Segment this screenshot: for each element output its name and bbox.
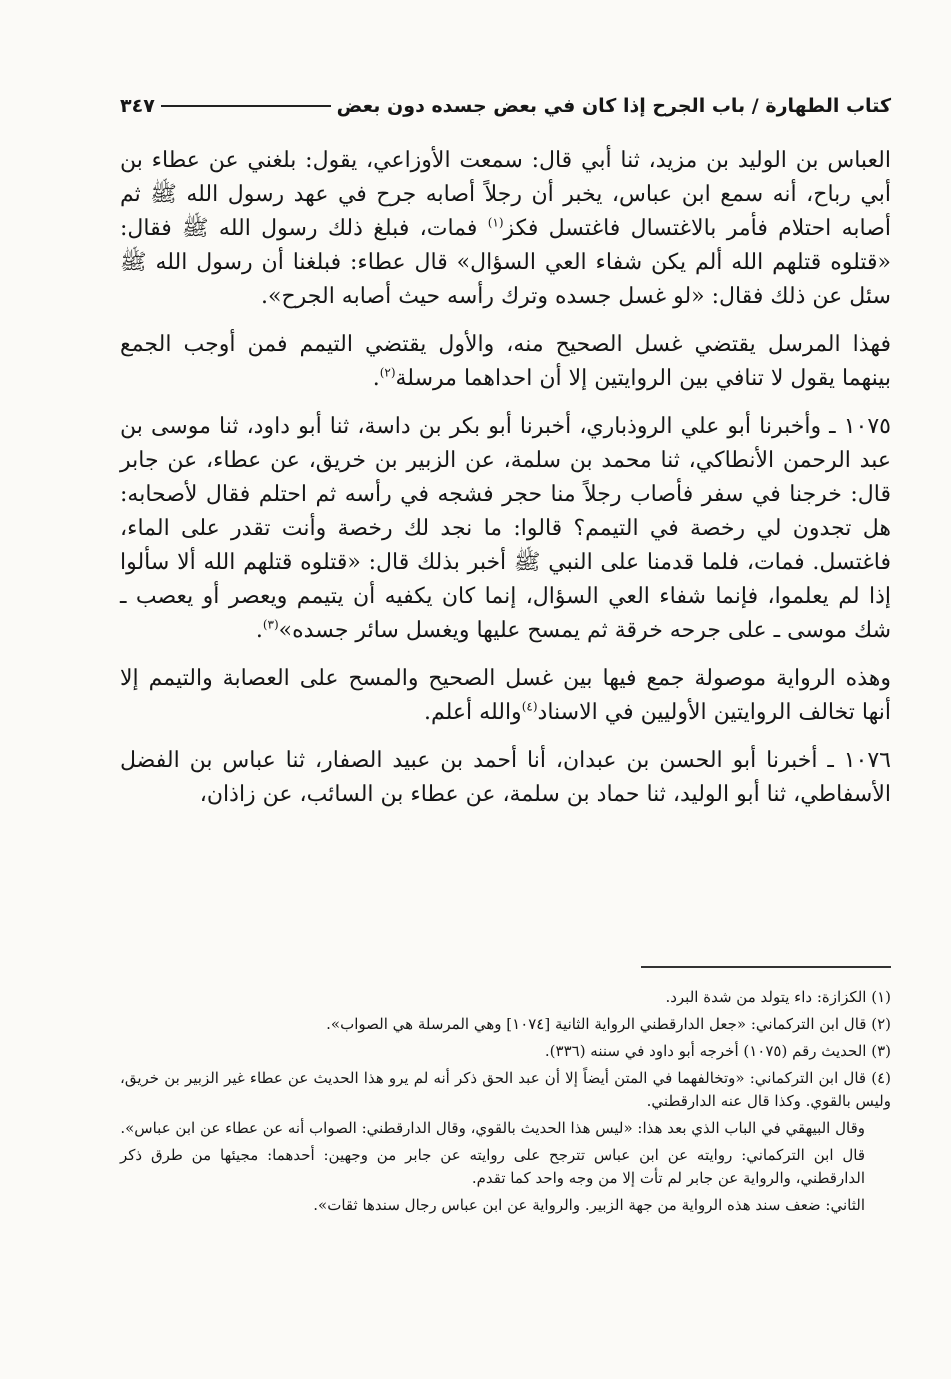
paragraph-4-text: وهذه الرواية موصولة جمع فيها بين غسل الصحيح والمسح على العصابة والتيمم إلا أنها تخالف الروايتين الأوليين في الاسناد bbox=[120, 666, 891, 725]
footnote-4-continued-3: الثاني: ضعف سند هذه الرواية من جهة الزبير. والرواية عن ابن عباس رجال سندها ثقات». bbox=[313, 1196, 865, 1214]
hadith-1076 bbox=[120, 744, 891, 812]
footnote-separator bbox=[641, 966, 891, 968]
paragraph-1-text-cont: فمات، فبلغ ذلك رسول الله ﷺ فقال: «قتلوه قتلهم الله ألم يكن شفاء العي السؤال» قال عطاء: فبلغنا أن رسول الله ﷺ سئل عن ذلك فقال: «لو غسل جسده وترك رأسه حيث أصابه الجرح». bbox=[120, 216, 891, 309]
footnote-ref-2: (٢) bbox=[379, 365, 396, 380]
footnotes bbox=[120, 986, 891, 1221]
footnote-1: (١) الكزازة: داء يتولد من شدة البرد. bbox=[665, 988, 891, 1006]
hadith-1075-text: ١٠٧٥ ـ وأخبرنا أبو علي الروذباري، أخبرنا أبو بكر بن داسة، ثنا أبو داود، ثنا موسى بن عبد الرحمن الأنطاكي، ثنا محمد بن سلمة، عن الزبير بن خريق، عن عطاء، عن جابر قال: خرجنا في سفر فأصاب رجلاً منا حجر فشجه في رأسه ثم احتلم فقال لأصحابه: هل تجدون لي رخصة في التيمم؟ قالوا: ما نجد لك رخصة وأنت تقدر على الماء، فاغتسل. فمات، فلما قدمنا على النبي ﷺ أخبر بذلك قال: «قتلوه قتلهم الله ألا سألوا إذا لم يعلموا، فإنما شفاء العي السؤال، إنما كان يكفيه أن يتيمم ويعصر أو يعصب ـ شك موسى ـ على جرحه خرقة ثم يمسح عليها ويغسل سائر جسده» bbox=[120, 414, 891, 643]
footnote-4-continued-2: قال ابن التركماني: روايته عن ابن عباس تترجح على روايته عن جابر من وجهين: أحدهما: مجيئها من طرق ذكر الدارقطني، والرواية عن جابر لم تأت إلا من وجه واحد كما تقدم. bbox=[120, 1146, 865, 1187]
hadith-1076-text: ١٠٧٦ ـ أخبرنا أبو الحسن بن عبدان، أنا أحمد بن عبيد الصفار، ثنا عباس بن الفضل الأسفاطي، ثنا أبو الوليد، ثنا حماد بن سلمة، عن عطاء بن السائب، عن زاذان، bbox=[120, 748, 891, 807]
paragraph-2 bbox=[120, 328, 891, 396]
paragraph-4 bbox=[120, 662, 891, 730]
footnote-ref-3: (٣) bbox=[262, 617, 279, 632]
footnote-4-continued-1: وقال البيهقي في الباب الذي بعد هذا: «ليس هذا الحديث بالقوي، وقال الدارقطني: الصواب أنه عن عطاء عن ابن عباس». bbox=[120, 1119, 865, 1137]
hadith-1075-text-cont: . bbox=[255, 618, 263, 643]
main-text bbox=[120, 144, 891, 826]
paragraph-1 bbox=[120, 144, 891, 314]
header-rule bbox=[161, 105, 331, 107]
hadith-1075 bbox=[120, 410, 891, 648]
running-header bbox=[120, 86, 891, 126]
paragraph-1-text: العباس بن الوليد بن مزيد، ثنا أبي قال: سمعت الأوزاعي، يقول: بلغني عن عطاء بن أبي رباح، أنه سمع ابن عباس، يخبر أن رجلاً أصابه جرح في عهد رسول الله ﷺ ثم أصابه احتلام فأمر بالاغتسال فاغتسل فكز bbox=[120, 148, 891, 241]
footnote-3: (٣) الحديث رقم (١٠٧٥) أخرجه أبو داود في سننه (٣٣٦). bbox=[544, 1042, 891, 1060]
footnote-ref-1: (١) bbox=[487, 215, 504, 230]
paragraph-4-text-cont: والله أعلم. bbox=[424, 700, 522, 725]
paragraph-2-text: فهذا المرسل يقتضي غسل الصحيح منه، والأول يقتضي التيمم فمن أوجب الجمع بينهما يقول لا تنافي بين الروايتين إلا أن احداهما مرسلة bbox=[120, 332, 891, 391]
footnote-2: (٢) قال ابن التركماني: «جعل الدارقطني الرواية الثانية [١٠٧٤] وهي المرسلة هي الصواب». bbox=[326, 1015, 891, 1033]
paragraph-2-text-cont: . bbox=[372, 366, 380, 391]
page-number: ٣٤٧ bbox=[120, 95, 155, 117]
footnote-ref-4: (٤) bbox=[521, 699, 538, 714]
header-title: كتاب الطهارة / باب الجرح إذا كان في بعض جسده دون بعض bbox=[336, 95, 891, 117]
footnote-4: (٤) قال ابن التركماني: «وتخالفهما في المتن أيضاً إلا أن عبد الحق ذكر أنه لم يرو هذا الحديث عن عطاء غير الزبير بن خريق، وليس بالقوي. وكذا قال عنه الدارقطني. bbox=[120, 1069, 891, 1110]
